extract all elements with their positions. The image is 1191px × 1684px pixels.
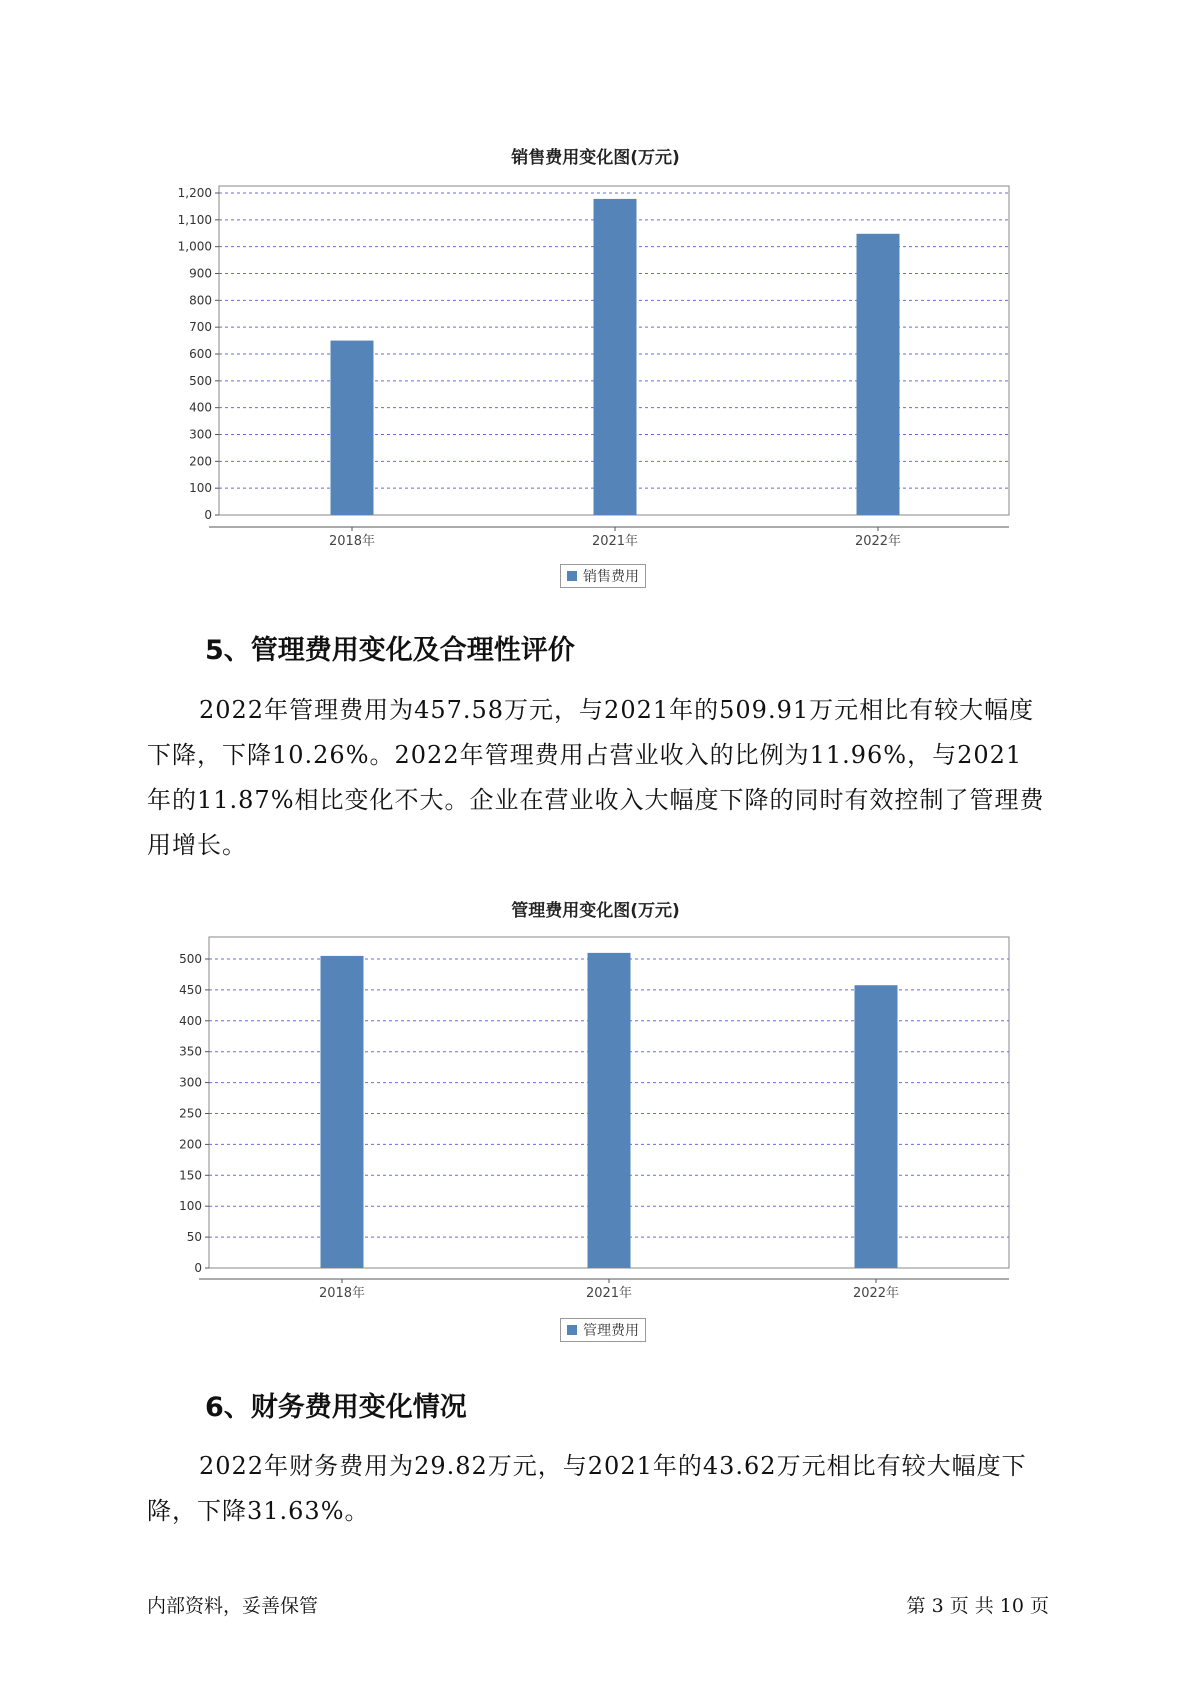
y-tick-label: 200	[189, 454, 212, 469]
y-tick-label: 50	[186, 1230, 202, 1245]
y-tick-label: 1,000	[177, 239, 212, 254]
x-tick-label: 2021年	[585, 1286, 633, 1301]
fin-paragraph: 2022年财务费用为29.82万元，与2021年的43.62万元相比有较大幅度下降，下降31.63%。	[147, 1452, 1027, 1525]
y-tick-label: 100	[179, 1199, 202, 1214]
y-tick-label: 600	[189, 347, 212, 361]
y-tick-label: 150	[179, 1168, 202, 1183]
bar-2022年	[855, 985, 898, 1268]
sales-chart-title: 销售费用变化图(万元)	[511, 148, 680, 168]
y-tick-label: 300	[179, 1075, 202, 1090]
mgmt-legend-label: 管理费用	[583, 1323, 639, 1339]
footer-page-number: 第 3 页 共 10 页	[906, 1595, 1049, 1617]
bar-2018年	[321, 956, 364, 1268]
y-tick-label: 350	[179, 1044, 202, 1059]
y-tick-label: 0	[204, 508, 212, 522]
mgmt-section-heading: 5、管理费用变化及合理性评价	[205, 635, 575, 666]
y-tick-label: 900	[189, 266, 212, 281]
sales-legend-label: 销售费用	[583, 569, 639, 585]
y-tick-label: 250	[179, 1106, 202, 1121]
y-tick-label: 100	[189, 481, 212, 496]
y-tick-label: 1,100	[177, 212, 212, 227]
x-tick-label: 2018年	[318, 1286, 366, 1301]
y-tick-label: 700	[189, 320, 212, 335]
y-tick-label: 800	[189, 293, 212, 308]
x-tick-label: 2022年	[854, 534, 902, 549]
mgmt-chart-title: 管理费用变化图(万元)	[511, 901, 680, 921]
x-tick-label: 2022年	[852, 1286, 900, 1301]
y-tick-label: 500	[189, 373, 212, 388]
mgmt-chart-legend	[560, 1318, 646, 1342]
legend-swatch	[567, 1325, 577, 1335]
y-tick-label: 450	[179, 982, 202, 997]
footer-confidential: 内部资料，妥善保管	[147, 1595, 319, 1617]
bar-2021年	[588, 953, 631, 1268]
x-tick-label: 2021年	[591, 534, 639, 549]
y-tick-label: 0	[194, 1261, 202, 1275]
y-tick-label: 400	[179, 1013, 202, 1028]
y-tick-label: 500	[179, 952, 202, 966]
mgmt-paragraph: 2022年管理费用为457.58万元，与2021年的509.91万元相比有较大幅度下降，下降10.26%。2022年管理费用占营业收入的比例为11.96%，与2021年的11.87%相比变化不大。企业在营业收入大幅度下降的同时有效控制了管理费用增长。	[147, 696, 1045, 859]
y-tick-label: 300	[189, 427, 212, 442]
x-tick-label: 2018年	[328, 534, 376, 549]
y-tick-label: 200	[179, 1137, 202, 1152]
y-tick-label: 1,200	[177, 186, 212, 200]
fin-section-heading: 6、财务费用变化情况	[205, 1392, 467, 1423]
y-tick-label: 400	[189, 400, 212, 415]
